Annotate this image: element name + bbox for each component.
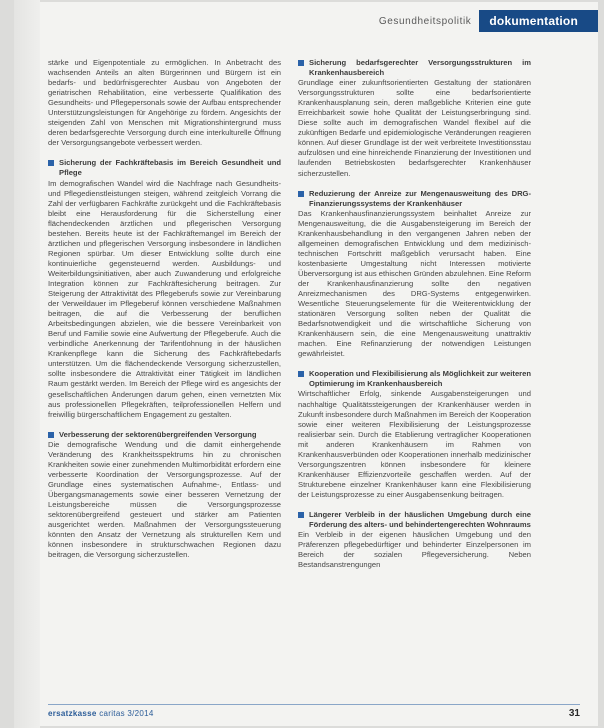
section-heading [298,369,531,389]
section-heading [298,58,531,78]
square-bullet-icon [298,371,304,377]
section-body: Ein Verbleib in der eigenen häuslichen Umgebung und den Präferenzen pflegebedürftiger und behinderter Einzelpersonen im Bereich der sozialen Pflegeversicherung. Neben Bestandsanstrengungen [298,530,531,570]
section-heading-text: Reduzierung der Anreize zur Mengenausweitung des DRG-Finanzierungssystems der Krankenhäuser [309,188,531,208]
section-heading-text: Sicherung bedarfsgerechter Versorgungsstrukturen im Krankenhausbereich [309,58,531,78]
section-krankenhaus-strukturen [298,58,531,179]
intro-paragraph [48,58,281,148]
page-footer [48,704,580,718]
section-fachkraefte [48,158,281,419]
square-bullet-icon [48,160,54,166]
page-gutter-shadow [14,0,40,728]
section-kooperation [298,369,531,500]
section-heading [298,189,531,209]
page-number: 31 [568,707,580,719]
section-heading [298,510,531,530]
magazine-name [48,709,154,718]
section-body: Im demografischen Wandel wird die Nachfrage nach Gesundheits- und Pflegedienstleistungen steigen, während zeitgleich Vorrang die Zahl der verfügbaren Fachkräfte zurückgeht und die Fachkräftebasis bleibt eine Herausforderung für die Sicherstellung einer flächendeckenden ärztlichen und pflegerischen Versorgung bestehen. Bereits heute ist der Fachkräftemangel im Bereich der ärztlichen und pflegerischen Versorgung insbesondere in ländlichen Regionen spürbar. Um dieser Entwicklung sollte durch eine kontinuierliche gegensteuernd werden. Ausbildungs- und Weiterbildungsinitiativen, aber auch Zuwanderung und erfolgreiche Integration können zur Fachkräftesicherung beitragen. Zur Steigerung der Attraktivität des Pflegeberufs sowie zur Vereinbarung der Verweildauer im Pflegeberuf können verschiedene Maßnahmen beitragen, die auf die Verbesserung der beruflichen Arbeitsbedingungen abzielen, wie die bessere Vereinbarkeit von Beruf und Familie sowie eine Aufwertung der Pflegeberufe. Auch die verbindliche Anerkennung der Tarifentlohnung in der häuslichen Krankenpflege kann die Sicherung des Fachkräftebedarfs unterstützen. Um die flächendeckende Versorgung sicherzustellen, sollte insbesondere die Attraktivität einer Tätigkeit im ländlichen Raum gestärkt werden. Im Bereich der Pflege wird es angesichts der gesellschaftlichen Änderungen darum gehen, einen vernetzten Mix aus professionellen Pflegekräften, teilprofessionellen Helfern und freiwillig bürgerschaftlichem Engagement zu gestalten. [48,178,281,419]
magazine-name-bold: ersatzkasse [48,708,97,718]
intro-text: stärke und Eigenpotentiale zu ermöglichen. In Anbetracht des wachsenden Anteils an alten Bürgerinnen und Bürgern ist ein bedarfs- und bedürfnisgerechter Ausbau von Angeboten der geriatrischen Rehabilitation, eine verbesserte Qualifikation des Gesundheits- und Pflegepersonals sowie der Aufbau entsprechender Unterstützungsleistungen für Angehörige zu fördern. Angesichts der steigenden Zahl von Menschen mit Migrationshintergrund muss deren bedarfsgerechte Versorgung durch eine interkulturelle Öffnung der Versorgungsangebote verbessert werden. [48,58,281,148]
section-heading-text: Kooperation und Flexibilisierung als Möglichkeit zur weiteren Optimierung im Krankenhausbereich [309,369,531,389]
section-wohnraum [298,510,531,570]
section-tag: dokumentation [479,10,598,32]
section-heading [48,158,281,178]
right-column [298,58,531,580]
section-body: Wirtschaftlicher Erfolg, sinkende Ausgabensteigerungen und nachhaltige Qualitätssteigerungen der Krankenhäuser werden in Zukunft insbesondere durch Maßnahmen im Bereich der Kooperation sowie einer weiteren Flexibilisierung der Leistungsprozesse realisierbar sein. Durch die Etablierung vertraglicher Kooperationen mit anderen Krankenhäusern im Rahmen von Krankenhausverbünden oder Kooperationen innerhalb medizinischer Versorgungszentren können insbesondere für kleinere Krankenhäuser Effizienzvorteile geschaffen werden. Auf der Strukturebene einzelner Krankenhäuser kann eine Flexibilisierung der Leistungsprozesse zu einer Ausgabensenkung beitragen. [298,389,532,499]
section-drg [298,189,531,360]
section-heading [48,430,281,440]
square-bullet-icon [298,191,304,197]
section-heading-text: Verbesserung der sektorenübergreifenden Versorgung [59,429,257,439]
section-body: Das Krankenhausfinanzierungssystem beinhaltet Anreize zur Mengenausweitung, die die Ausgabensteigerung im Bereich der Krankenhausbehandlung in den vergangenen Jahren neben der allgemeinen demografischen Entwicklung und dem medizinisch-technischen Fortschritt maßgeblich verursacht haben. Eine kostenbasierte Umgestaltung nicht Interessen motivierte Überversorgung ist aus ethischen Gründen abzulehnen. Eine Reform der Krankenhausfinanzierung sollte den negativen Anreizmechanismen des DRG-Systems entgegenwirken. Wesentliche Steuerungselemente für die Weiterentwicklung der stationären Versorgung sollten neben der Qualität die Bedarfsnotwendigkeit und die wirtschaftliche Sicherung von Krankenhäusern sein, die eine Mengenausweitung unattraktiv machen. Eine Refinanzierung der notwendigen Leistungen gewährleistet. [298,208,531,359]
section-heading-text: Längerer Verbleib in der häuslichen Umgebung durch eine Förderung des alters- und behindertengerechten Wohnraums [309,509,531,530]
page-header [379,10,598,32]
section-body: Die demografische Wendung und die damit einhergehende Veränderung des Krankheitsspektrums hin zu chronischen Krankheiten sowie einer zunehmenden Multimorbidität erfordern eine verbesserte Koordination der Versorgungsprozesse. Auf der Grundlage eines systematischen Aufnahme-, Entlass- und Übergangsmanagements sowie einer besseren Vernetzung der Leistungsbereiche müssen die Versorgungsprozesse sektorenübergreifend gesteuert und stärker am Patienten ausgerichtet werden. Maßnahmen der Versorgungssteuerung könnten den Ansatz der Vernetzung als strukturellen Kern und können insbesondere in strukturschwachen Regionen dazu beitragen, die Versorgung sicherzustellen. [48,439,281,560]
section-label: Gesundheitspolitik [378,15,472,27]
section-body: Grundlage einer zukunftsorientierten Gestaltung der stationären Versorgungsstrukturen sollte eine bedarfsorientierte Krankenhausplanung sein, deren maßgebliche Kriterien eine gute Erreichbarkeit sowie hohe Qualität der Leistungserbringung sind. Diese sollte auch im demografischen Wandel flexibel auf die zukünftigen Bedarfe und epidemiologische Veränderungen reagieren können. Auf dieser Grundlage ist der weit verbreitete Investitionsstau aufzulösen und eine hinreichende Finanzierung der Investitionen und laufenden Betriebskosten bedarfsgerechter Krankenhäuser sicherzustellen. [298,78,531,178]
left-column [48,58,281,570]
square-bullet-icon [298,512,304,518]
square-bullet-icon [48,432,54,438]
square-bullet-icon [298,60,304,66]
section-heading-text: Sicherung der Fachkräftebasis im Bereich Gesundheit und Pflege [59,158,281,178]
magazine-issue: caritas 3/2014 [99,708,154,718]
section-sektoren [48,430,281,561]
